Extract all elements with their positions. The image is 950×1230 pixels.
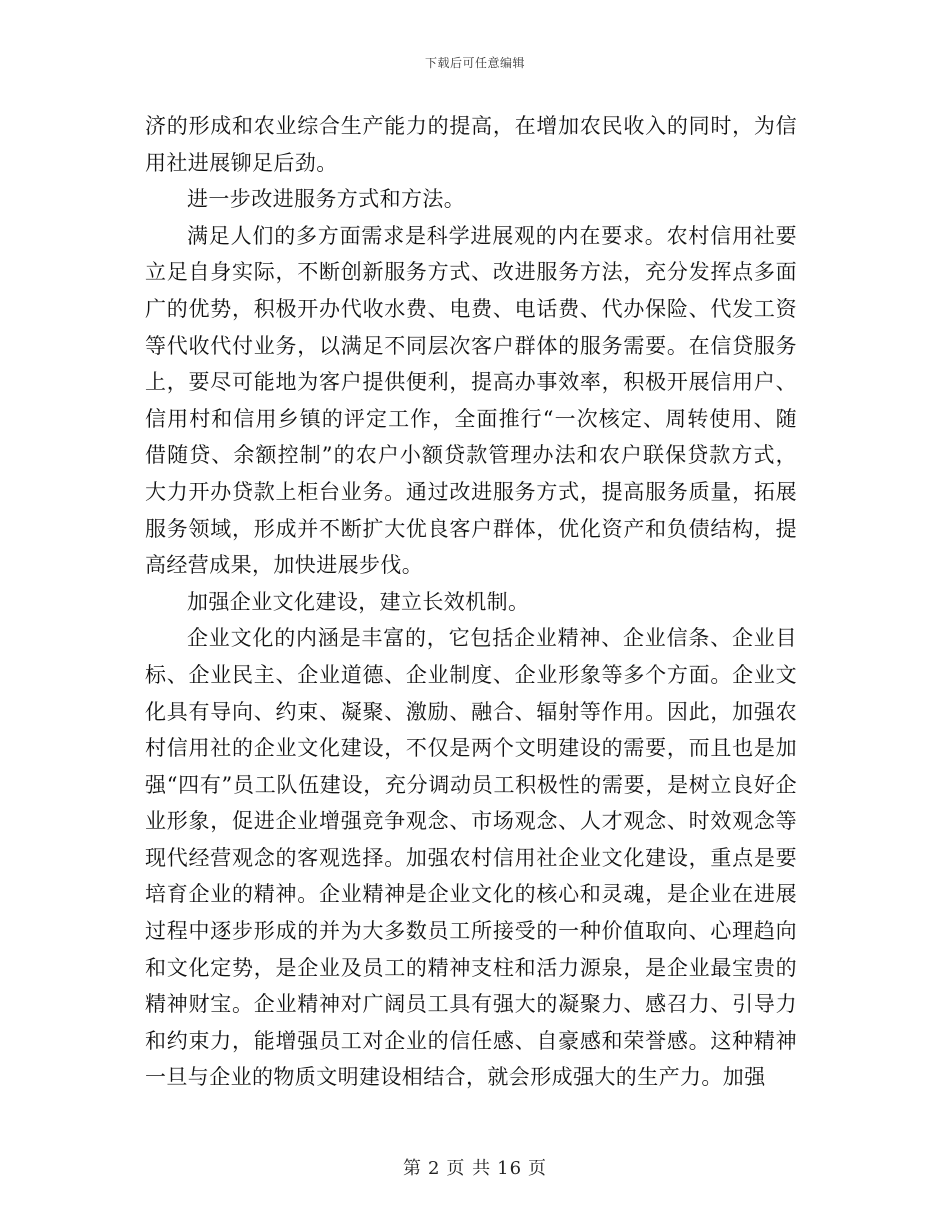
total-pages: 16 [497, 1158, 523, 1179]
header-note: 下载后可任意编辑 [424, 56, 525, 70]
paragraph: 满足人们的多方面需求是科学进展观的内在要求。农村信用社要立足自身实际，不断创新服务方式、改进服务方法，充分发挥点多面广的优势，积极开办代收水费、电费、电话费、代办保险、代发工资等代收代付业务，以满足不同层次客户群体的服务需要。在信贷服务上，要尽可能地为客户提供便利，提高办事效率，积极开展信用户、信用村和信用乡镇的评定工作，全面推行“一次核定、周转使用、随借随贷、余额控制”的农户小额贷款管理办法和农户联保贷款方式，大力开办贷款上柜台业务。通过改进服务方式，提高服务质量，拓展服务领域，形成并不断扩大优良客户群体，优化资产和负债结构，提高经营成果，加快进展步伐。 [145, 223, 797, 578]
footer-middle: 页 共 [446, 1158, 492, 1179]
page-footer [0, 1154, 950, 1180]
section-heading: 进一步改进服务方式和方法。 [187, 187, 466, 212]
page-number: 2 [427, 1158, 441, 1179]
document-body [145, 108, 797, 1096]
footer-prefix: 第 [402, 1158, 422, 1179]
paragraph: 济的形成和农业综合生产能力的提高，在增加农民收入的同时，为信用社进展铆足后劲。 [145, 114, 797, 175]
section-heading: 加强企业文化建设，建立长效机制。 [187, 589, 530, 614]
footer-suffix: 页 [528, 1158, 548, 1179]
paragraph: 企业文化的内涵是丰富的，它包括企业精神、企业信条、企业目标、企业民主、企业道德、企业制度、企业形象等多个方面。企业文化具有导向、约束、凝聚、激励、融合、辐射等作用。因此，加强农村信用社的企业文化建设，不仅是两个文明建设的需要，而且也是加强“四有”员工队伍建设，充分调动员工积极性的需要，是树立良好企业形象，促进企业增强竞争观念、市场观念、人才观念、时效观念等现代经营观念的客观选择。加强农村信用社企业文化建设，重点是要培育企业的精神。企业精神是企业文化的核心和灵魂，是企业在进展过程中逐步形成的并为大多数员工所接受的一种价值取向、心理趋向和文化定势，是企业及员工的精神支柱和活力源泉，是企业最宝贵的精神财宝。企业精神对广阔员工具有强大的凝聚力、感召力、引导力和约束力，能增强员工对企业的信任感、自豪感和荣誉感。这种精神一旦与企业的物质文明建设相结合，就会形成强大的生产力。加强 [145, 626, 797, 1090]
